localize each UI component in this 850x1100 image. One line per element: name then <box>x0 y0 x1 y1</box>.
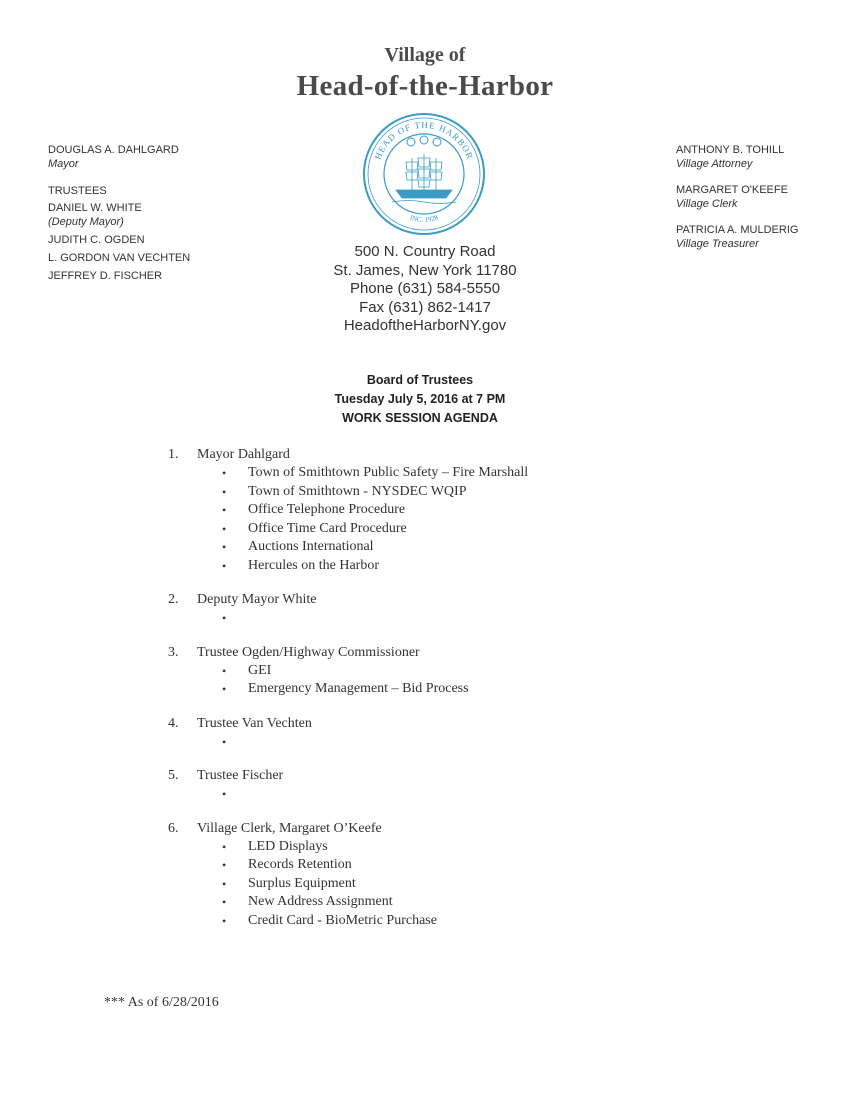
agenda-item-title: Trustee Van Vechten <box>197 715 312 731</box>
trustees-heading: TRUSTEES <box>48 185 107 197</box>
agenda-bullet: • Office Time Card Procedure <box>222 520 728 539</box>
official-name: MARGARET O'KEEFE <box>676 184 788 196</box>
agenda-bullet: • Town of Smithtown - NYSDEC WQIP <box>222 483 728 502</box>
agenda-item-number: 1. <box>168 447 179 462</box>
agenda-bullet: • Office Telephone Procedure <box>222 501 728 520</box>
address-street: 500 N. Country Road <box>354 243 496 260</box>
address-phone: Phone (631) 584-5550 <box>349 280 501 297</box>
agenda-list <box>168 446 728 946</box>
official-name: ANTHONY B. TOHILL <box>676 144 785 156</box>
agenda-bullet: • Emergency Management – Bid Process <box>222 680 728 699</box>
official-role: Village Attorney <box>676 157 753 170</box>
agenda-item <box>168 820 728 931</box>
official-item <box>676 224 846 251</box>
meeting-type: WORK SESSION AGENDA <box>342 411 498 425</box>
address-fax: Fax (631) 862-1417 <box>359 298 491 316</box>
official-item <box>676 144 846 171</box>
meeting-board: Board of Trustees <box>366 373 474 387</box>
trustee-name: JEFFREY D. FISCHER <box>48 270 163 282</box>
agenda-item-title: Mayor Dahlgard <box>197 447 290 462</box>
agenda-item <box>168 591 728 628</box>
svg-text:INC. 1928 <box>409 213 440 224</box>
agenda-bullet: • Hercules on the Harbor <box>222 557 728 576</box>
agenda-item <box>168 715 728 752</box>
as-of-footnote: *** As of 6/28/2016 <box>104 995 219 1010</box>
trustee-name: L. GORDON VAN VECHTEN <box>48 252 191 264</box>
village-seal-icon <box>362 112 486 236</box>
agenda-item <box>168 446 728 575</box>
agenda-bullet: • Credit Card - BioMetric Purchase <box>222 912 728 931</box>
agenda-item-title: Village Clerk, Margaret O’Keefe <box>197 820 382 836</box>
official-name: PATRICIA A. MULDERIG <box>676 224 799 236</box>
agenda-item-title: Trustee Fischer <box>197 768 284 783</box>
agenda-bullet: • Records Retention <box>222 856 728 875</box>
trustee-name: DANIEL W. WHITE <box>48 202 142 214</box>
seal-top-text: HEAD OF THE HARBOR <box>372 119 476 161</box>
trustee-item <box>48 202 268 229</box>
address-website[interactable]: HeadoftheHarborNY.gov <box>343 317 507 334</box>
agenda-bullet <box>222 609 728 628</box>
agenda-item-number: 3. <box>168 644 179 660</box>
mayor-block <box>48 144 268 171</box>
agenda-item-number: 6. <box>168 820 179 836</box>
agenda-bullet: • LED Displays <box>222 838 728 857</box>
village-name-title: Head-of-the-Harbor <box>296 70 554 102</box>
agenda-item-title: Trustee Ogden/Highway Commissioner <box>197 644 420 660</box>
agenda-item-title: Deputy Mayor White <box>197 592 317 607</box>
meeting-heading <box>260 371 580 428</box>
agenda-bullet: • Surplus Equipment <box>222 875 728 894</box>
agenda-bullet: • Town of Smithtown Public Safety – Fire Marshall <box>222 464 728 483</box>
village-of-title: Village of <box>384 44 466 66</box>
trustee-name: JUDITH C. OGDEN <box>48 234 145 246</box>
official-item <box>676 184 846 211</box>
agenda-bullet <box>222 785 728 804</box>
mayor-role: Mayor <box>48 157 79 170</box>
agenda-item-number: 4. <box>168 715 179 731</box>
agenda-item-number: 2. <box>168 592 179 607</box>
official-role: Village Treasurer <box>676 237 759 250</box>
agenda-bullet: • New Address Assignment <box>222 893 728 912</box>
officials-right <box>676 144 846 264</box>
officials-left <box>48 144 268 287</box>
agenda-bullet <box>222 733 728 752</box>
address-city: St. James, New York 11780 <box>333 261 517 279</box>
village-address <box>280 243 570 336</box>
agenda-item <box>168 767 728 804</box>
official-role: Village Clerk <box>676 197 738 210</box>
agenda-item <box>168 644 728 699</box>
trustee-role: (Deputy Mayor) <box>48 215 124 228</box>
seal-bottom-text: INC. 1928 <box>408 213 440 225</box>
mayor-name: DOUGLAS A. DAHLGARD <box>48 144 179 156</box>
agenda-item-number: 5. <box>168 768 179 783</box>
agenda-bullet: • Auctions International <box>222 538 728 557</box>
meeting-date: Tuesday July 5, 2016 at 7 PM <box>334 392 506 406</box>
agenda-bullet: • GEI <box>222 662 728 681</box>
